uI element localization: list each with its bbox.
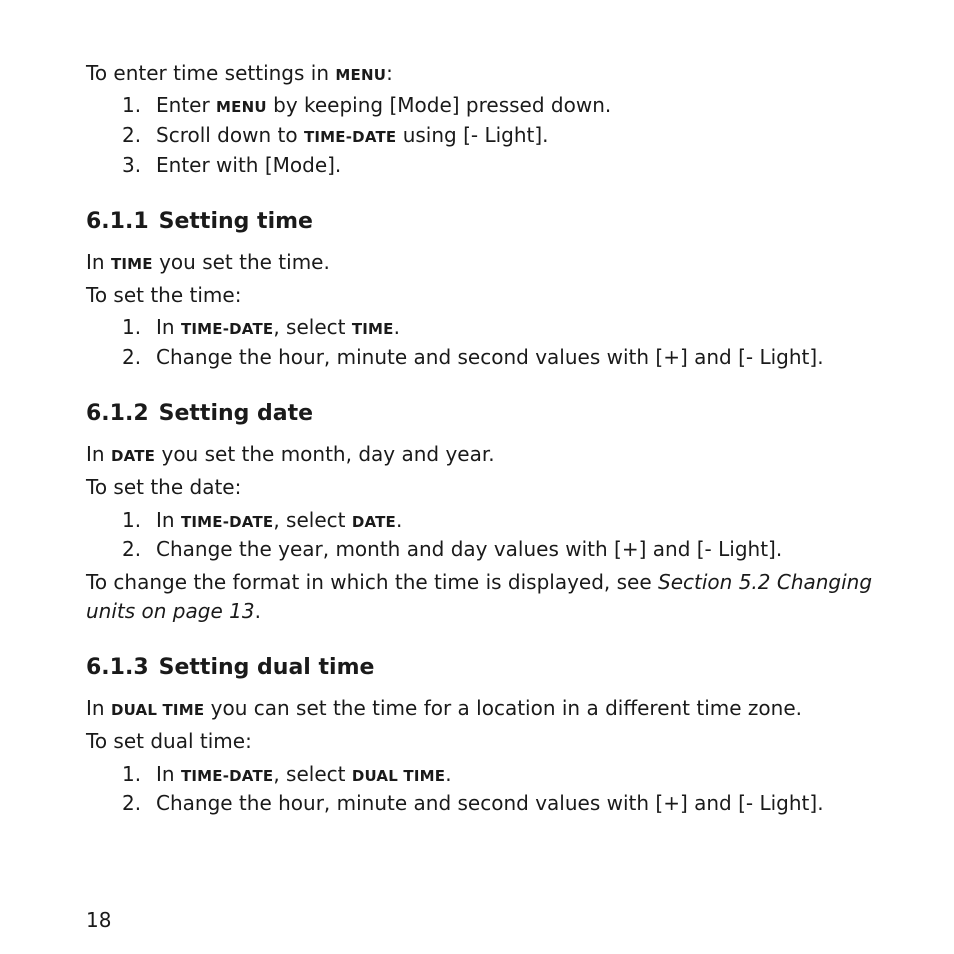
page-number: 18 [86, 908, 112, 932]
intro-step-1: 1. Enter MENU by keeping [Mode] pressed down. [122, 93, 612, 117]
date-format-note: To change the format in which the time is displayed, see Section 5.2 Changing [86, 570, 873, 594]
keyword-time-date: TIME-DATE [180, 320, 274, 338]
dual-time-step-2: 2. Change the hour, minute and second values with [+] and [- Light]. [122, 791, 824, 815]
intro-lead: To enter time settings in MENU: [86, 61, 393, 85]
time-steps-lead: To set the time: [86, 283, 242, 307]
date-format-note-continued: units on page 13. [86, 599, 261, 623]
date-intro-paragraph: In DATE you set the month, day and year. [86, 442, 495, 466]
section-heading-setting-dual-time: 6.1.3 Setting dual time [86, 655, 375, 680]
keyword-time-date: TIME-DATE [180, 767, 274, 785]
time-intro-paragraph: In TIME you set the time. [86, 250, 330, 274]
dual-time-steps-lead: To set dual time: [86, 729, 252, 753]
date-step-1: 1. In TIME-DATE, select DATE. [122, 508, 403, 532]
keyword-menu: MENU [216, 98, 267, 116]
section-heading-setting-date: 6.1.2 Setting date [86, 401, 314, 426]
keyword-time-date: TIME-DATE [303, 128, 397, 146]
keyword-menu: MENU [335, 66, 387, 84]
keyword-time-date: TIME-DATE [180, 513, 274, 531]
cross-reference-link[interactable]: Section 5.2 Changing [658, 570, 873, 594]
keyword-dual-time: DUAL TIME [110, 701, 205, 719]
date-steps-lead: To set the date: [86, 475, 242, 499]
keyword-date: DATE [351, 513, 397, 531]
keyword-date: DATE [110, 447, 156, 465]
keyword-dual-time: DUAL TIME [351, 767, 446, 785]
time-step-1: 1. In TIME-DATE, select TIME. [122, 315, 400, 339]
time-step-2: 2. Change the hour, minute and second values with [+] and [- Light]. [122, 345, 824, 369]
keyword-time: TIME [110, 255, 153, 273]
dual-time-step-1: 1. In TIME-DATE, select DUAL TIME. [122, 762, 452, 786]
section-heading-setting-time: 6.1.1 Setting time [86, 209, 313, 234]
cross-reference-link-continued[interactable]: units on page 13 [86, 599, 255, 623]
date-step-2: 2. Change the year, month and day values with [+] and [- Light]. [122, 537, 783, 561]
dual-time-intro-paragraph: In DUAL TIME you can set the time for a location in a different time zone. [86, 696, 802, 720]
intro-step-3: 3. Enter with [Mode]. [122, 153, 342, 177]
intro-step-2: 2. Scroll down to TIME-DATE using [- Light]. [122, 123, 549, 147]
keyword-time: TIME [351, 320, 394, 338]
